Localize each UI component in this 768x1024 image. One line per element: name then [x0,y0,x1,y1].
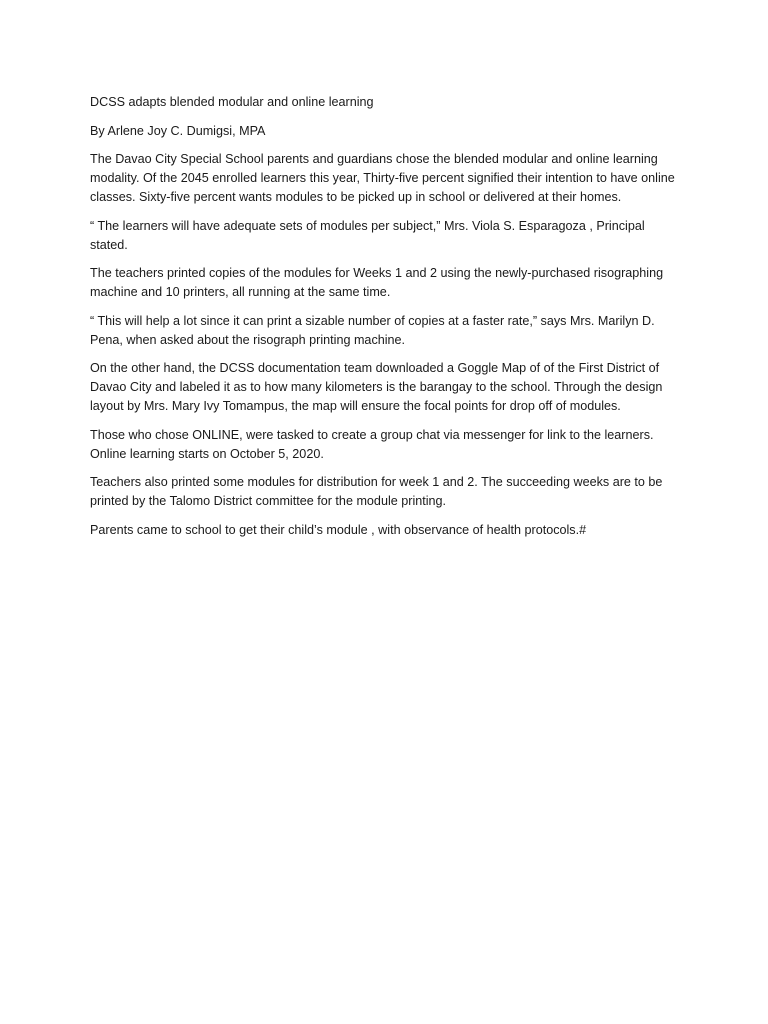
paragraph: On the other hand, the DCSS documentation team downloaded a Goggle Map of of the First District of Davao City and labeled it as to how many kilometers is the barangay to the school. Through the design layout by Mrs. Mary Ivy Tomampus, the map will ensure the focal points for drop off of modules. [90,361,663,413]
paragraph: Teachers also printed some modules for distribution for week 1 and 2. The succeeding weeks are to be printed by the Talomo District committee for the module printing. [90,475,663,508]
paragraph: Parents came to school to get their child’s module , with observance of health protocols.# [90,522,587,537]
document-body [90,93,680,549]
paragraph: “ This will help a lot since it can print a sizable number of copies at a faster rate,” says Mrs. Marilyn D. Pena, when asked about the risograph printing machine. [90,313,655,347]
document-title: DCSS adapts blended modular and online learning [90,95,374,109]
document-byline: By Arlene Joy C. Dumigsi, MPA [90,123,266,138]
paragraph: Those who chose ONLINE, were tasked to create a group chat via messenger for link to the learners. Online learning starts on October 5, 2020. [90,427,654,461]
paragraph: The Davao City Special School parents and guardians chose the blended modular and online learning modality. Of the 2045 enrolled learners this year, Thirty-five percent signified their intention to have online classes. Sixty-five percent wants modules to be picked up in school or delivered at their homes. [90,152,675,204]
paragraph: “ The learners will have adequate sets of modules per subject,” Mrs. Viola S. Esparagoza , Principal stated. [90,218,645,252]
paragraph: The teachers printed copies of the modules for Weeks 1 and 2 using the newly-purchased risographing machine and 10 printers, all running at the same time. [90,266,664,299]
